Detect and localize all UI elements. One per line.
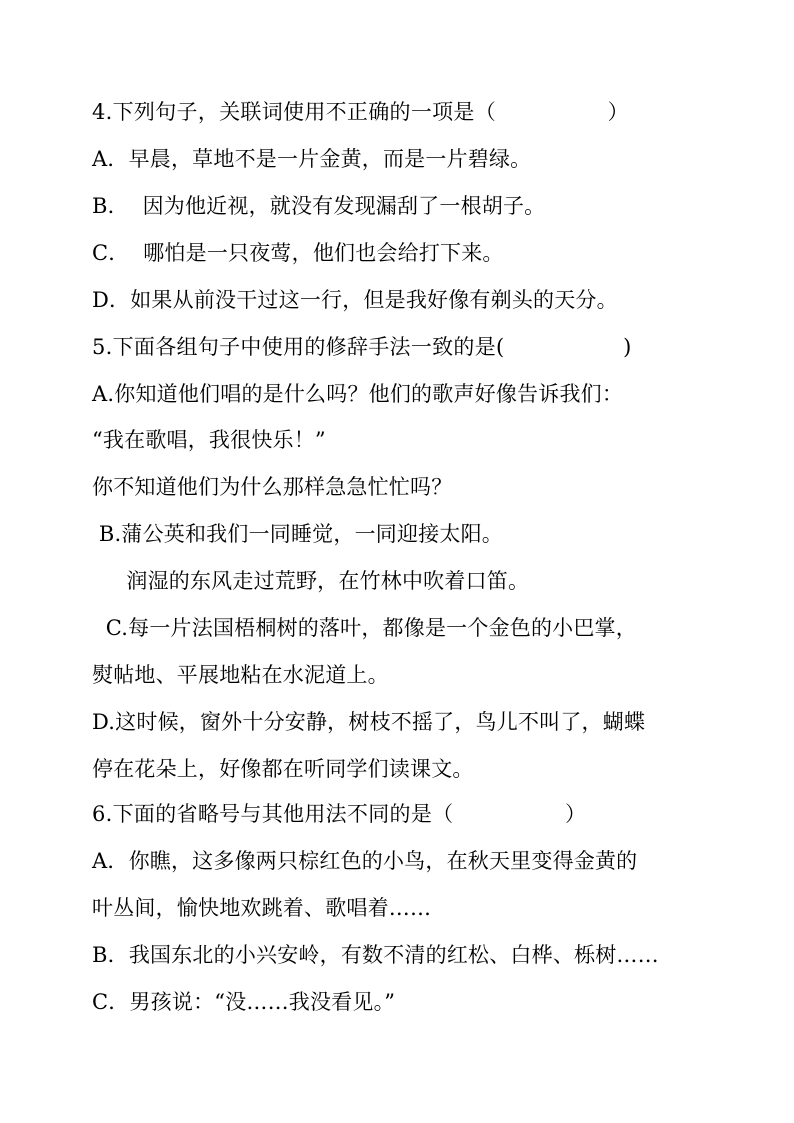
question-4-option-d: D．如果从前没干过这一行，但是我好像有剃头的天分。 bbox=[92, 288, 618, 312]
question-4-option-a: A．早晨，草地不是一片金黄，而是一片碧绿。 bbox=[92, 147, 532, 171]
question-6-stem: 6.下面的省略号与其他用法不同的是（ ） bbox=[92, 802, 587, 826]
question-6-option-c: C．男孩说：“没……我没看见。” bbox=[92, 990, 396, 1014]
question-5-option-a-line-1: A.你知道他们唱的是什么吗？他们的歌声好像告诉我们： bbox=[92, 382, 624, 406]
question-5-option-c-line-1: C.每一片法国梧桐树的落叶，都像是一个金色的小巴掌， bbox=[92, 616, 637, 640]
question-5-option-d-line-1: D.这时候，窗外十分安静，树枝不摇了，鸟儿不叫了，蝴蝶 bbox=[92, 710, 646, 734]
question-4-option-c: C． 哪怕是一只夜莺，他们也会给打下来。 bbox=[92, 241, 504, 265]
question-5-option-b-line-2: 润湿的东风走过荒野，在竹林中吹着口笛。 bbox=[92, 569, 530, 593]
question-5-stem: 5.下面各组句子中使用的修辞手法一致的是( ) bbox=[92, 335, 632, 359]
question-5-option-d-line-2: 停在花朵上，好像都在听同学们读课文。 bbox=[92, 757, 474, 781]
question-5-option-b-line-1: B.蒲公英和我们一同睡觉，一同迎接太阳。 bbox=[92, 522, 503, 546]
question-6-option-a-line-1: A．你瞧，这多像两只棕红色的小鸟，在秋天里变得金黄的 bbox=[92, 849, 638, 873]
question-5-option-a-line-3: 你不知道他们为什么那样急急忙忙吗？ bbox=[92, 475, 453, 499]
question-5-option-a-line-2: “我在歌唱，我很快乐！” bbox=[92, 428, 326, 452]
question-4-option-b: B． 因为他近视，就没有发现漏刮了一根胡子。 bbox=[92, 194, 546, 218]
question-5-option-c-line-2: 熨帖地、平展地粘在水泥道上。 bbox=[92, 663, 389, 687]
question-6-option-a-line-2: 叶丛间，愉快地欢跳着、歌唱着…… bbox=[92, 896, 432, 920]
question-4-stem: 4.下列句子，关联词使用不正确的一项是（ ） bbox=[92, 100, 629, 124]
question-6-option-b: B．我国东北的小兴安岭，有数不清的红松、白桦、栎树…… bbox=[92, 943, 659, 967]
